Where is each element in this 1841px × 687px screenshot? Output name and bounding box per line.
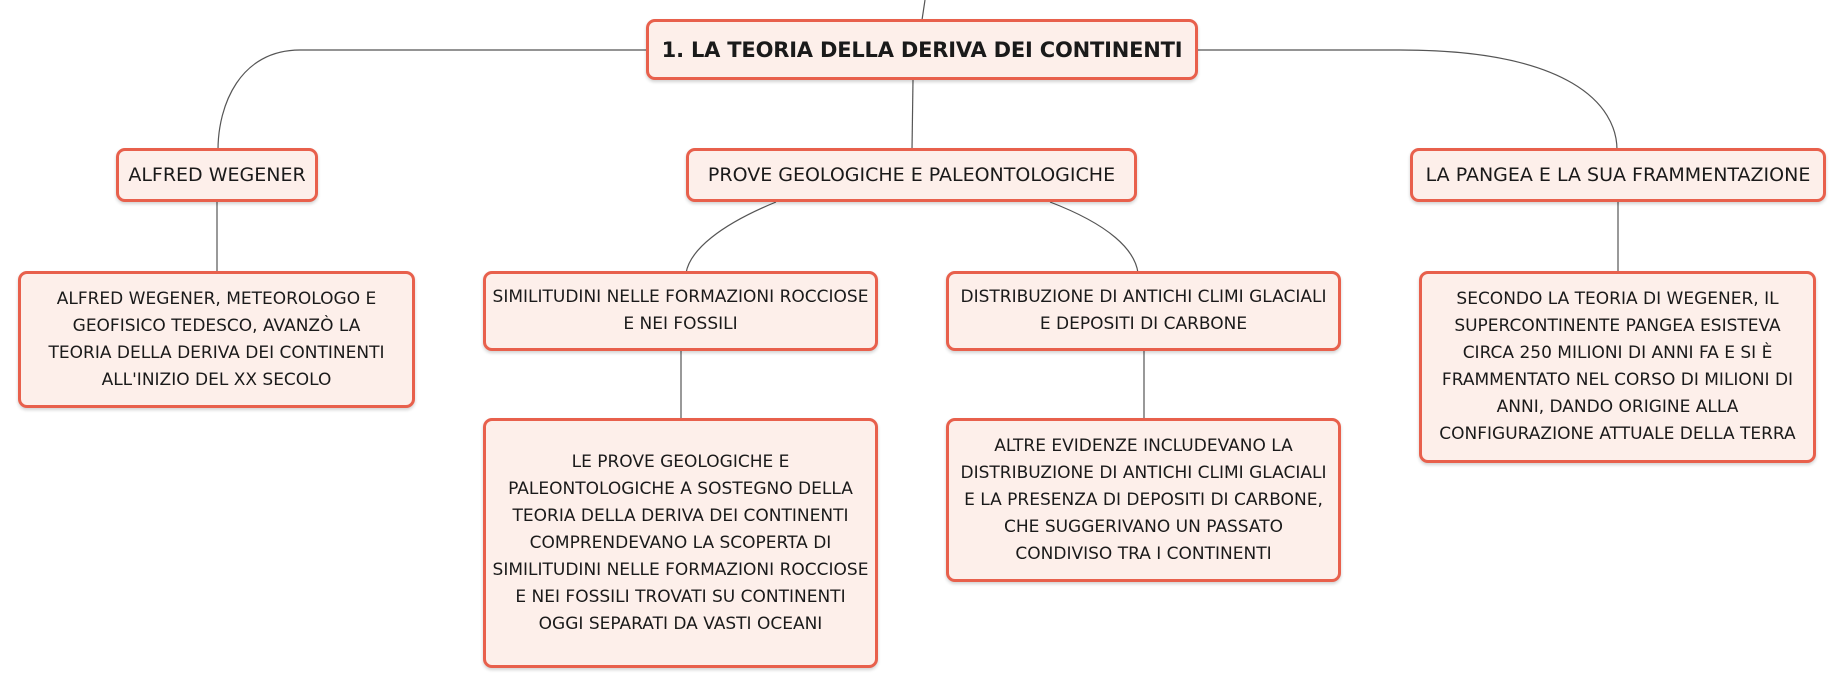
connector-root-to-pangea (1198, 50, 1617, 150)
subtopic-node-rocce-label: SIMILITUDINI NELLE FORMAZIONI ROCCIOSE E NEI FOSSILI (492, 287, 869, 334)
subtopic-node-rocce[interactable] (483, 271, 878, 351)
topic-node-wegener-label: ALFRED WEGENER (128, 164, 306, 186)
connector-prove-to-rocce (686, 202, 776, 273)
topic-node-pangea[interactable] (1410, 148, 1826, 202)
connector-root-to-prove (912, 80, 913, 150)
connector-incoming-root (922, 0, 925, 20)
subtopic-node-climi-label: DISTRIBUZIONE DI ANTICHI CLIMI GLACIALI E DEPOSITI DI CARBONE (960, 287, 1327, 334)
detail-node-pangea-text: SECONDO LA TEORIA DI WEGENER, IL SUPERCONTINENTE PANGEA ESISTEVA CIRCA 250 MILIONI DI ANNI FA E SI È FRAMMENTATO NEL CORSO DI MILIONI DI ANNI, DANDO ORIGINE ALLA CONFIGURAZIONE ATTUALE DELLA TERRA (1439, 289, 1796, 444)
topic-node-prove-label: PROVE GEOLOGICHE E PALEONTOLOGICHE (707, 164, 1116, 186)
topic-node-pangea-label: LA PANGEA E LA SUA FRAMMENTAZIONE (1425, 164, 1811, 186)
subtopic-node-climi[interactable] (946, 271, 1341, 351)
connector-root-to-wegener (218, 50, 646, 150)
detail-node-rocce[interactable] (483, 418, 878, 668)
root-node[interactable] (646, 19, 1198, 80)
detail-node-climi-text: ALTRE EVIDENZE INCLUDEVANO LA DISTRIBUZIONE DI ANTICHI CLIMI GLACIALI E LA PRESENZA DI DEPOSITI DI CARBONE, CHE SUGGERIVANO UN PASSATO CONDIVISO TRA I CONTINENTI (960, 435, 1327, 564)
root-node-label: 1. LA TEORIA DELLA DERIVA DEI CONTINENTI (661, 37, 1183, 62)
connector-prove-to-climi (1050, 202, 1138, 273)
detail-node-wegener-text: ALFRED WEGENER, METEOROLOGO E GEOFISICO TEDESCO, AVANZÒ LA TEORIA DELLA DERIVA DEI CONTINENTI ALL'INIZIO DEL XX SECOLO (48, 288, 385, 390)
topic-node-wegener[interactable] (116, 148, 318, 202)
detail-node-wegener[interactable] (18, 271, 415, 408)
detail-node-climi[interactable] (946, 418, 1341, 582)
detail-node-pangea[interactable] (1419, 271, 1816, 463)
topic-node-prove[interactable] (686, 148, 1137, 202)
detail-node-rocce-text: LE PROVE GEOLOGICHE E PALEONTOLOGICHE A SOSTEGNO DELLA TEORIA DELLA DERIVA DEI CONTINENTI COMPRENDEVANO LA SCOPERTA DI SIMILITUDINI NELLE FORMAZIONI ROCCIOSE E NEI FOSSILI TROVATI SU CONTINENTI OGGI SEPARATI DA VASTI OCEANI (492, 451, 869, 634)
